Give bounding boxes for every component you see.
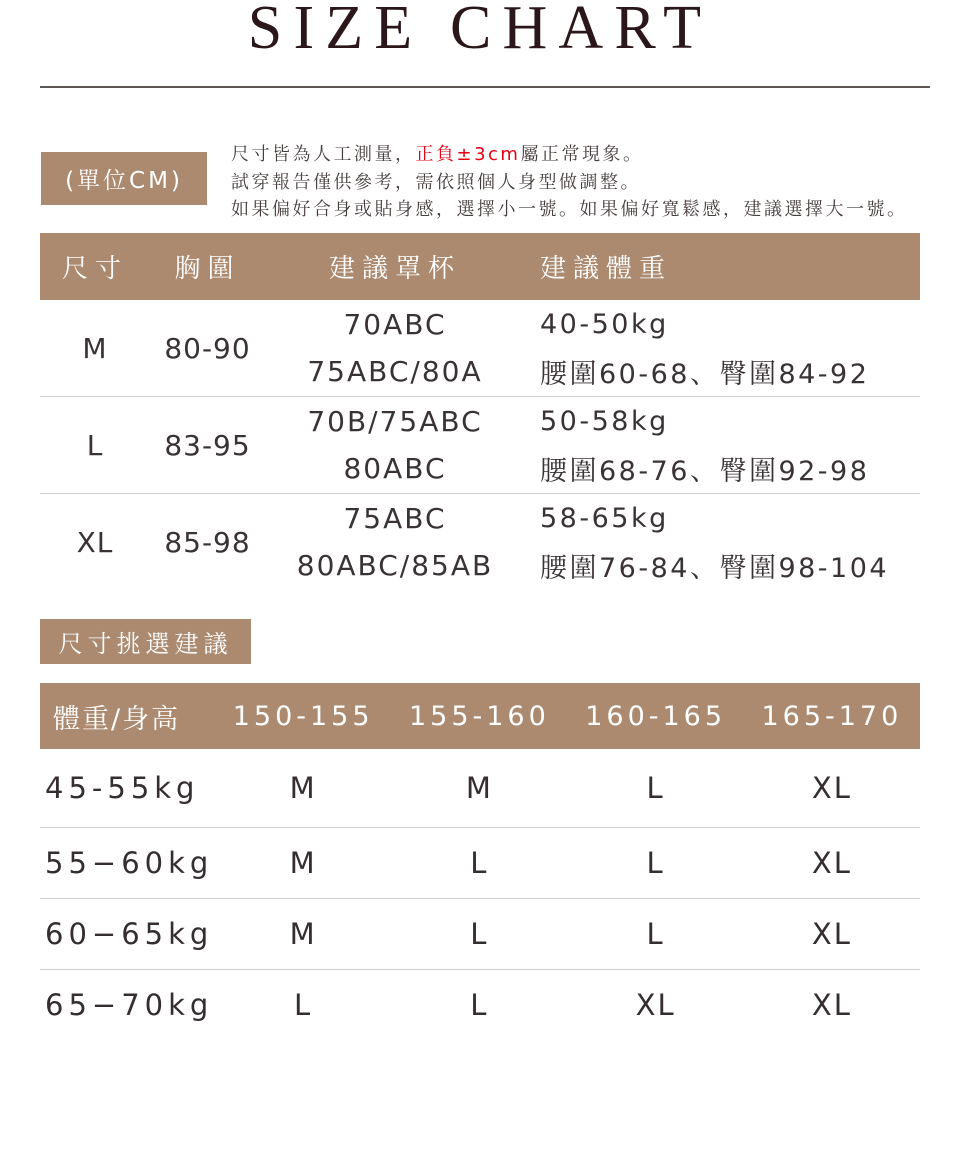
- size-table-header-cup: 建議罩杯: [328, 254, 461, 284]
- recommended-size: XL: [635, 988, 676, 1022]
- weight-range-label: 55−60kg: [45, 846, 214, 880]
- cup-cell: [265, 494, 525, 590]
- weight-line-2: 腰圍60-68、臀圍84-92: [540, 359, 870, 390]
- cup-line-2: 80ABC/85AB: [296, 549, 494, 582]
- recommended-size: M: [289, 846, 317, 880]
- cup-line-2: 80ABC: [343, 452, 447, 485]
- recommended-size: M: [289, 917, 317, 951]
- table-row-size-m: [40, 300, 920, 397]
- table-row-45-55kg: [40, 749, 920, 828]
- size-cell: L: [86, 428, 104, 462]
- size-cell: M: [82, 331, 108, 365]
- selection-advice-label: 尺寸挑選建議: [40, 619, 251, 664]
- table-row-size-xl: [40, 494, 920, 590]
- recommended-size: L: [646, 917, 665, 951]
- selection-header-165-170: 165-170: [761, 700, 903, 732]
- cup-line-1: 70ABC: [343, 308, 447, 341]
- selection-table: [40, 749, 920, 1040]
- note-line-1-suffix: 屬正常現象。: [520, 144, 644, 165]
- title-divider: [40, 86, 930, 88]
- selection-header-155-160: 155-160: [408, 700, 550, 732]
- selection-header-150-155: 150-155: [232, 700, 374, 732]
- selection-table-header: [40, 683, 920, 749]
- cup-line-1: 70B/75ABC: [307, 405, 483, 438]
- note-line-1-prefix: 尺寸皆為人工測量，: [231, 144, 416, 165]
- weight-range-label: 60−65kg: [45, 917, 214, 951]
- weight-line-1: 40-50kg: [540, 309, 669, 340]
- weight-line-2: 腰圍68-76、臀圍92-98: [540, 456, 870, 487]
- recommended-size: XL: [811, 917, 852, 951]
- weight-range-label: 45-55kg: [45, 771, 200, 805]
- bust-cell: 80-90: [164, 331, 251, 365]
- weight-cell: [525, 494, 920, 590]
- size-table: [40, 300, 920, 590]
- bust-cell: 85-98: [164, 525, 251, 559]
- unit-label: (單位CM): [41, 152, 207, 205]
- recommended-size: XL: [811, 988, 852, 1022]
- recommended-size: L: [470, 917, 489, 951]
- weight-line-2: 腰圍76-84、臀圍98-104: [540, 553, 890, 584]
- recommended-size: XL: [811, 846, 852, 880]
- tolerance-highlight: 正負±3cm: [415, 144, 521, 165]
- note-line-1: [231, 141, 908, 169]
- size-table-header: [40, 233, 920, 300]
- selection-header-160-165: 160-165: [585, 700, 727, 732]
- recommended-size: M: [289, 771, 317, 805]
- cup-cell: [265, 397, 525, 493]
- table-row-60-65kg: [40, 899, 920, 970]
- note-line-3: 如果偏好合身或貼身感，選擇小一號。如果偏好寬鬆感，建議選擇大一號。: [231, 199, 908, 220]
- page-title: SIZE CHART: [247, 0, 713, 62]
- recommended-size: L: [294, 988, 313, 1022]
- weight-line-1: 50-58kg: [540, 406, 669, 437]
- selection-header-weight-height: 體重/身高: [53, 703, 181, 735]
- weight-cell: [525, 300, 920, 396]
- size-table-header-weight: 建議體重: [540, 254, 673, 284]
- size-cell: XL: [76, 525, 114, 559]
- table-row-55-60kg: [40, 828, 920, 899]
- weight-range-label: 65−70kg: [45, 988, 214, 1022]
- weight-line-1: 58-65kg: [540, 503, 669, 534]
- table-row-size-l: [40, 397, 920, 494]
- cup-line-2: 75ABC/80A: [307, 355, 483, 388]
- bust-cell: 83-95: [164, 428, 251, 462]
- table-row-65-70kg: [40, 970, 920, 1040]
- size-table-header-bust: 胸圍: [174, 254, 241, 284]
- cup-cell: [265, 300, 525, 396]
- recommended-size: L: [470, 988, 489, 1022]
- recommended-size: L: [470, 846, 489, 880]
- recommended-size: M: [465, 771, 493, 805]
- cup-line-1: 75ABC: [343, 502, 447, 535]
- recommended-size: L: [646, 846, 665, 880]
- size-table-header-size: 尺寸: [61, 254, 128, 284]
- recommended-size: L: [646, 771, 665, 805]
- note-line-2: 試穿報告僅供參考，需依照個人身型做調整。: [231, 171, 641, 193]
- measurement-notes: [231, 141, 908, 224]
- recommended-size: XL: [811, 771, 852, 805]
- weight-cell: [525, 397, 920, 493]
